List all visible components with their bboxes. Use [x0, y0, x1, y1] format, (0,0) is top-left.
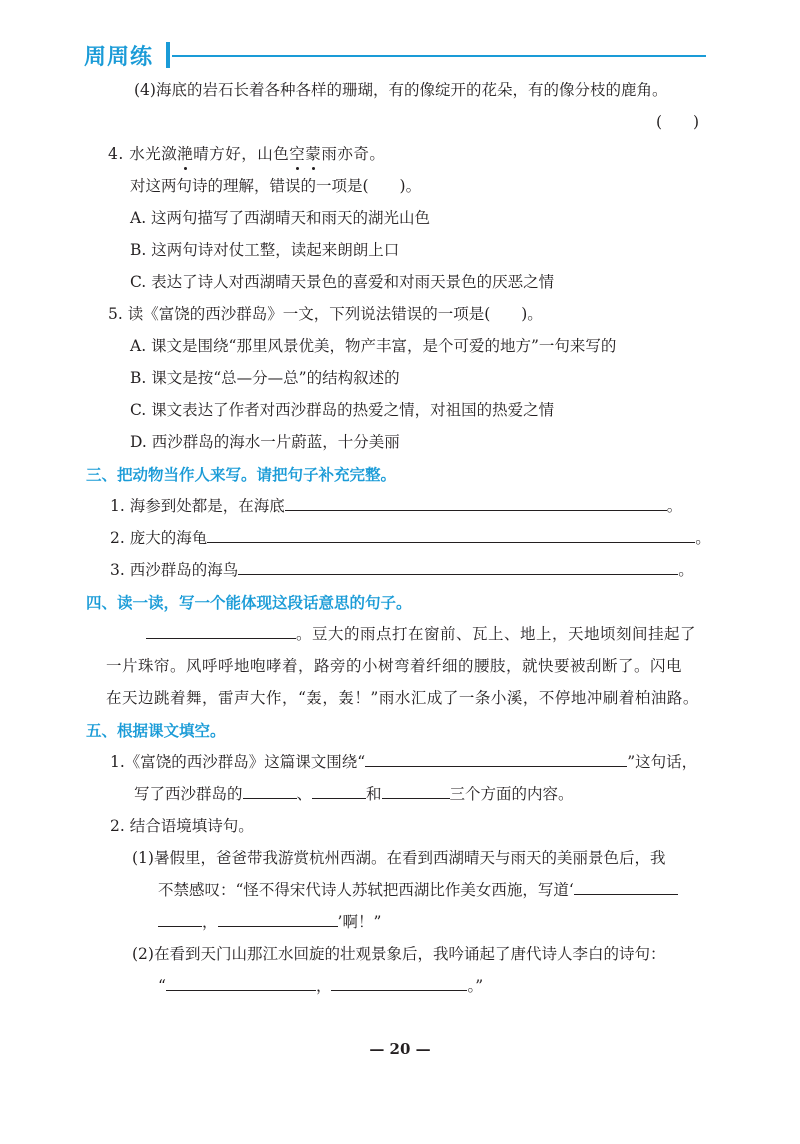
q2-1-text: 不禁感叹：“怪不得宋代诗人苏轼把西湖比作美女西施，写道‘	[158, 881, 574, 899]
answer-blank[interactable]	[243, 783, 297, 799]
q4-option-c[interactable]: C. 表达了诗人对西湖晴天景色的喜爱和对雨天景色的厌恶之情	[130, 273, 555, 291]
q1-text-end: ”这句话，	[627, 753, 698, 771]
q1-text: 1.《富饶的西沙群岛》这篇课文围绕“	[110, 753, 366, 771]
section-3-item-3	[110, 559, 694, 581]
answer-blank[interactable]	[166, 975, 316, 991]
section-5-q2: 2. 结合语境填诗句。	[110, 817, 254, 835]
answer-blank[interactable]	[331, 975, 467, 991]
comma: ，	[202, 913, 218, 931]
answer-blank[interactable]	[285, 495, 667, 511]
section-5-title: 五、根据课文填空。	[86, 722, 226, 740]
q4-option-b[interactable]: B. 这两句诗对仗工整，读起来朗朗上口	[130, 241, 400, 259]
q4-number: 4.	[108, 145, 124, 163]
header-logo: 周周练	[84, 45, 154, 70]
q4-poem-dotted-char: 滟	[177, 145, 194, 163]
period: 。	[678, 561, 694, 579]
section-4-line-2: 一片珠帘。风呼呼地咆哮着，路旁的小树弯着纤细的腰肢，就快要被刮断了。闪电	[106, 657, 683, 675]
q4-poem-part3: 雨亦奇。	[321, 145, 386, 163]
separator: 、	[296, 785, 313, 803]
section-5-q1-line-1	[110, 751, 697, 773]
answer-paren[interactable]: ( )	[656, 113, 700, 131]
q5-option-a[interactable]: A. 课文是围绕“那里风景优美，物产丰富，是个可爱的地方”一句来写的	[130, 337, 617, 355]
section-4-title: 四、读一读，写一个能体现这段话意思的句子。	[86, 594, 412, 612]
answer-blank[interactable]	[238, 559, 678, 575]
answer-blank[interactable]	[312, 783, 366, 799]
q4-poem-part1: 水光潋	[129, 145, 178, 163]
q5-option-d[interactable]: D. 西沙群岛的海水一片蔚蓝，十分美丽	[130, 433, 400, 451]
q1-text: 写了西沙群岛的	[134, 785, 243, 803]
page-number: — 20 —	[369, 1040, 431, 1058]
q4-poem-dotted-char: 空	[289, 145, 306, 163]
comma: ，	[315, 977, 332, 995]
item-label: 3. 西沙群岛的海鸟	[110, 561, 239, 579]
q4-poem-part2: 晴方好，山色	[193, 145, 290, 163]
q4-poem	[108, 143, 385, 165]
header-divider-tick	[166, 42, 170, 68]
section-5-q2-1-line-2	[158, 879, 678, 901]
section-3-item-1	[110, 495, 682, 517]
answer-blank[interactable]	[218, 911, 338, 927]
answer-blank[interactable]	[365, 751, 627, 767]
header-divider	[172, 55, 706, 57]
answer-blank[interactable]	[207, 527, 695, 543]
section-3-title: 三、把动物当作人来写。请把句子补充完整。	[86, 466, 397, 484]
q4-option-a[interactable]: A. 这两句描写了西湖晴天和雨天的湖光山色	[130, 209, 431, 227]
item-label: 2. 庞大的海龟	[110, 529, 208, 547]
period: 。	[666, 497, 683, 515]
separator: 和	[366, 785, 382, 803]
period: 。	[695, 529, 711, 547]
section-4-line-3: 在天边跳着舞，雷声大作，“轰，轰！”雨水汇成了一条小溪，不停地冲刷着柏油路。	[106, 689, 699, 707]
section-5-q2-2-line-1: (2)在看到天门山那江水回旋的壮观景象后，我吟诵起了唐代诗人李白的诗句：	[132, 945, 666, 963]
q5-prompt: 5. 读《富饶的西沙群岛》一文，下列说法错误的一项是( )。	[108, 305, 543, 323]
q5-option-c[interactable]: C. 课文表达了作者对西沙群岛的热爱之情，对祖国的热爱之情	[130, 401, 555, 419]
q4-prompt: 对这两句诗的理解，错误的一项是( )。	[130, 177, 422, 195]
answer-blank[interactable]	[382, 783, 450, 799]
section-3-item-2	[110, 527, 711, 549]
item-4-text: (4)海底的岩石长着各种各样的珊瑚，有的像绽开的花朵，有的像分枝的鹿角。	[134, 81, 668, 99]
section-4-line-1	[146, 623, 696, 645]
passage-text: 。豆大的雨点打在窗前、瓦上、地上，天地顷刻间挂起了	[296, 625, 697, 643]
open-quote: “	[158, 977, 166, 995]
close-quote: 。”	[467, 977, 484, 995]
section-5-q2-1-line-1: (1)暑假里，爸爸带我游赏杭州西湖。在看到西湖晴天与雨天的美丽景色后，我	[132, 849, 666, 867]
q1-text-end: 三个方面的内容。	[449, 785, 574, 803]
answer-blank[interactable]	[146, 623, 296, 639]
answer-blank[interactable]	[158, 911, 202, 927]
item-label: 1. 海参到处都是，在海底	[110, 497, 285, 515]
q4-poem-dotted-char: 蒙	[305, 145, 322, 163]
q5-option-b[interactable]: B. 课文是按“总—分—总”的结构叙述的	[130, 369, 400, 387]
answer-blank[interactable]	[574, 879, 678, 895]
section-5-q2-2-line-2	[158, 975, 483, 997]
q2-1-end: ’啊！”	[337, 913, 382, 931]
section-5-q1-line-2	[134, 783, 574, 805]
section-5-q2-1-line-3	[158, 911, 381, 933]
